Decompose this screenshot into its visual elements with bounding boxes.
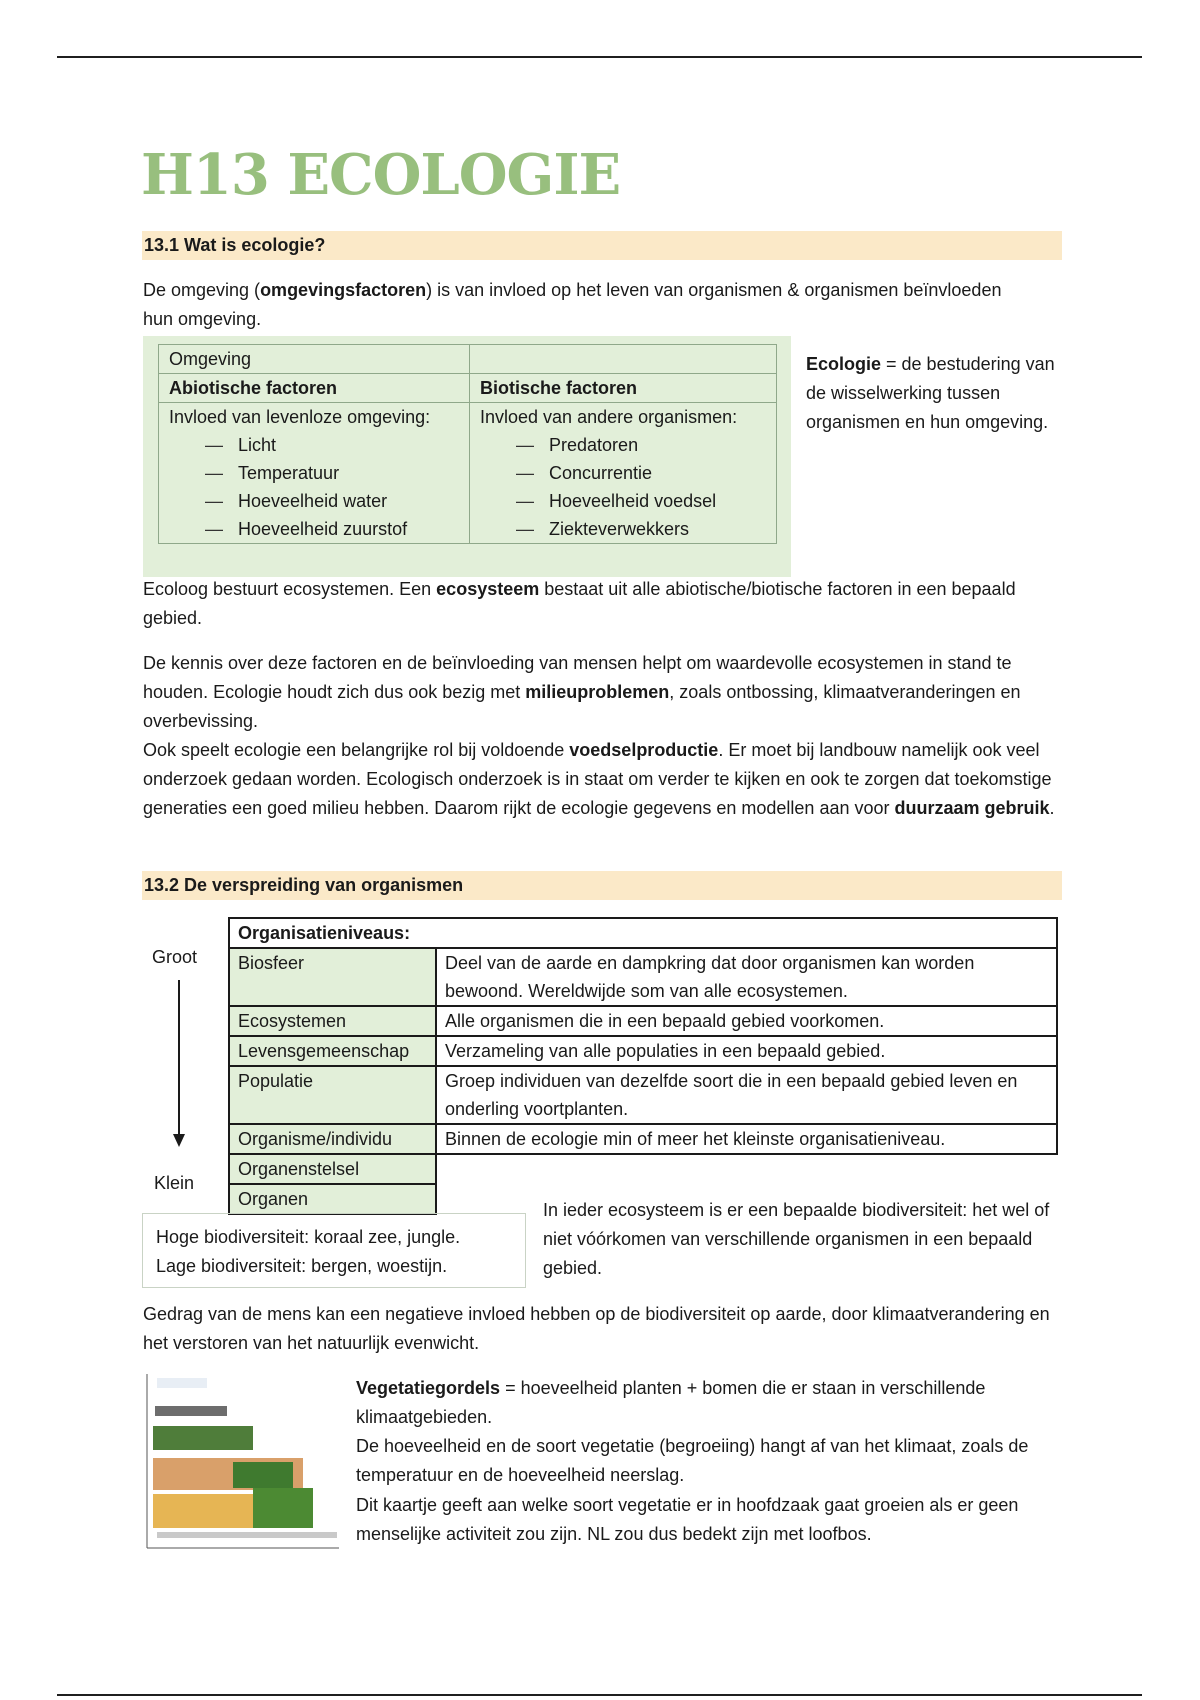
level-name: Ecosystemen <box>229 1006 436 1036</box>
org-table-header: Organisatieniveaus: <box>229 918 1057 948</box>
abiotic-cell <box>159 403 470 544</box>
page-title: H13 ECOLOGIE <box>141 142 621 208</box>
vegetation-paragraph-2: De hoeveelheid en de soort vegetatie (begroeiing) hangt af van het klimaat, zoals de temperatuur en de hoeveelheid neerslag. <box>356 1436 1029 1485</box>
vegetation-paragraph-3: Dit kaartje geeft aan welke soort vegetatie er in hoofdzaak gaat groeien als er geen menselijke activiteit zou zijn. NL zou dus bedekt zijn met loofbos. <box>356 1495 1019 1544</box>
list-item: — Hoeveelheid voedsel <box>516 487 766 515</box>
human-influence-paragraph: Gedrag van de mens kan een negatieve invloed hebben op de biodiversiteit op aarde, door klimaatverandering en het verstoren van het natuurlijk evenwicht. <box>143 1304 1050 1353</box>
table-row <box>229 1066 1057 1124</box>
level-desc: Groep individuen van dezelfde soort die in een bepaald gebied leven en onderling voortplanten. <box>436 1066 1057 1124</box>
biodiversity-paragraph: In ieder ecosysteem is er een bepaalde biodiversiteit: het wel of niet vóórkomen van verschillende organismen in een bepaald gebied. <box>543 1200 1050 1278</box>
bottom-rule <box>57 1694 1142 1696</box>
biodiversity-examples-box <box>142 1213 526 1288</box>
level-name: Levensgemeenschap <box>229 1036 436 1066</box>
table-row <box>229 1124 1057 1154</box>
level-name: Organenstelsel <box>229 1154 436 1184</box>
table-header-right <box>470 345 777 374</box>
table-header-left: Omgeving <box>159 345 470 374</box>
level-desc: Deel van de aarde en dampkring dat door organismen kan worden bewoond. Wereldwijde som van alle ecosystemen. <box>436 948 1057 1006</box>
level-desc: Verzameling van alle populaties in een bepaald gebied. <box>436 1036 1057 1066</box>
list-item: — Hoeveelheid water <box>205 487 459 515</box>
high-biodiversity: Hoge biodiversiteit: koraal zee, jungle. <box>156 1227 461 1247</box>
table-row <box>229 948 1057 1006</box>
table-row <box>229 1154 1057 1184</box>
level-name: Organen <box>229 1184 436 1214</box>
list-item: — Ziekteverwekkers <box>516 515 766 543</box>
biotic-cell <box>470 403 777 544</box>
low-biodiversity: Lage biodiversiteit: bergen, woestijn. <box>156 1256 448 1276</box>
section-heading-13-1: 13.1 Wat is ecologie? <box>142 231 1062 260</box>
list-item: — Temperatuur <box>205 459 459 487</box>
vegetation-zones-image <box>143 1370 343 1558</box>
biotic-title: Biotische factoren <box>470 374 777 403</box>
level-name: Biosfeer <box>229 948 436 1006</box>
level-desc: Binnen de ecologie min of meer het kleinste organisatieniveau. <box>436 1124 1057 1154</box>
list-item: — Hoeveelheid zuurstof <box>205 515 459 543</box>
organisation-levels-table <box>228 917 1058 1215</box>
abiotic-list <box>169 431 459 543</box>
section-heading-13-2: 13.2 De verspreiding van organismen <box>142 871 1062 900</box>
list-item: — Licht <box>205 431 459 459</box>
ecosystem-paragraph: Ecoloog bestuurt ecosystemen. Een ecosysteem bestaat uit alle abiotische/biotische factoren in een bepaald gebied. <box>143 579 1016 628</box>
list-item: — Concurrentie <box>516 459 766 487</box>
list-item: — Predatoren <box>516 431 766 459</box>
scale-arrow-icon <box>172 980 186 1148</box>
knowledge-paragraph: De kennis over deze factoren en de beïnvloeding van mensen helpt om waardevolle ecosystemen in stand te houden. Ecologie houdt zich dus ook bezig met milieuproblemen, zoals ontbossing, klimaatveranderingen en overbevissing. <box>143 653 1021 731</box>
abiotic-intro: Invloed van levenloze omgeving: <box>169 407 431 427</box>
level-desc: Alle organismen die in een bepaald gebied voorkomen. <box>436 1006 1057 1036</box>
top-rule <box>57 56 1142 58</box>
environment-table <box>158 344 777 544</box>
scale-label-klein: Klein <box>154 1173 195 1193</box>
biotic-intro: Invloed van andere organismen: <box>480 407 738 427</box>
abiotic-title: Abiotische factoren <box>159 374 470 403</box>
intro-paragraph: De omgeving (omgevingsfactoren) is van invloed op het leven van organismen & organismen beïnvloeden hun omgeving. <box>143 280 1002 329</box>
table-row <box>229 1036 1057 1066</box>
food-production-paragraph: Ook speelt ecologie een belangrijke rol bij voldoende voedselproductie. Er moet bij landbouw namelijk ook veel onderzoek gedaan worden. Ecologisch onderzoek is in staat om verder te kijken en ook te zorgen dat toekomstige generaties een goed milieu hebben. Daarom rijkt de ecologie gegevens en modellen aan voor duurzaam gebruik. <box>143 740 1055 818</box>
scale-label-groot: Groot <box>152 947 198 967</box>
level-name: Organisme/individu <box>229 1124 436 1154</box>
ecology-definition: Ecologie = de bestudering van de wisselwerking tussen organismen en hun omgeving. <box>806 354 1055 432</box>
environment-table-box <box>143 336 791 577</box>
table-row <box>229 1006 1057 1036</box>
vegetation-definition: Vegetatiegordels = hoeveelheid planten + bomen die er staan in verschillende klimaatgebieden. <box>356 1378 986 1427</box>
biotic-list <box>480 431 766 543</box>
level-desc <box>436 1154 1057 1184</box>
level-name: Populatie <box>229 1066 436 1124</box>
